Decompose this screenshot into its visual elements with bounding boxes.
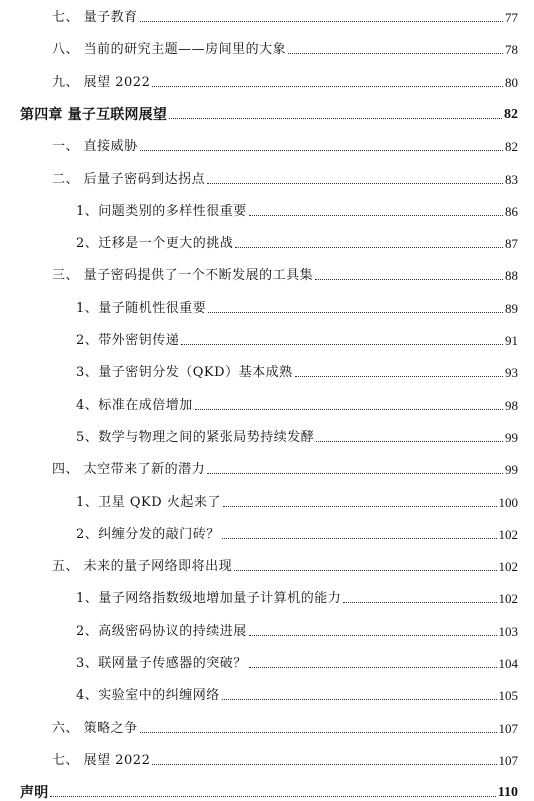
toc-page-number: 80	[505, 74, 518, 90]
toc-entry[interactable]	[0, 715, 534, 737]
toc-page-number: 77	[505, 10, 518, 25]
toc-entry-title: 2、带外密钥传递	[76, 333, 180, 348]
dot-leader	[208, 312, 503, 313]
toc-entry[interactable]	[0, 198, 534, 220]
dot-leader	[195, 409, 503, 410]
toc-entry-title: 七、 展望 2022	[52, 752, 151, 768]
toc-entry-title: 1、量子网络指数级地增加量子计算机的能力	[76, 591, 342, 607]
toc-entry[interactable]	[0, 327, 534, 349]
toc-entry[interactable]	[0, 262, 534, 284]
toc-entry[interactable]	[0, 359, 534, 381]
toc-entry-title: 九、 展望 2022	[52, 74, 151, 90]
toc-entry-title: 4、实验室中的纠缠网络	[76, 688, 220, 704]
toc-entry-title: 1、量子随机性很重要	[76, 300, 207, 316]
dot-leader	[181, 344, 503, 345]
toc-entry[interactable]	[0, 392, 534, 414]
toc-entry-title: 七、 量子教育	[52, 10, 138, 25]
dot-leader	[235, 247, 503, 248]
toc-entry-title: 一、 直接威胁	[52, 139, 138, 155]
toc-entry[interactable]	[0, 295, 534, 317]
toc-entry[interactable]	[0, 69, 534, 91]
toc-entry[interactable]	[0, 133, 534, 155]
toc-page-number: 102	[498, 526, 518, 542]
dot-leader	[288, 53, 503, 54]
toc-entry-title: 二、 后量子密码到达拐点	[52, 171, 206, 187]
toc-entry-title: 2、迁移是一个更大的挑战	[76, 236, 234, 252]
toc-entry-title: 三、 量子密码提供了一个不断发展的工具集	[52, 268, 314, 284]
toc-page-number: 102	[498, 559, 518, 575]
dot-leader	[315, 279, 503, 280]
toc-page-number: 104	[498, 656, 518, 671]
dot-leader	[140, 732, 497, 733]
toc-entry-title: 2、纠缠分发的敲门砖？	[76, 526, 220, 542]
dot-leader	[207, 183, 503, 184]
toc-page-number: 102	[498, 591, 518, 607]
toc-page-number: 83	[505, 171, 518, 187]
dot-leader	[249, 635, 497, 636]
toc-page-number: 103	[498, 623, 518, 639]
dot-leader	[207, 473, 503, 474]
toc-page-number: 107	[498, 720, 518, 736]
dot-leader	[295, 376, 503, 377]
dot-leader	[234, 570, 496, 571]
toc-entry[interactable]	[0, 553, 534, 575]
toc-page-number: 91	[505, 333, 518, 348]
toc-page-number: 98	[505, 397, 518, 413]
toc-page-number: 99	[505, 429, 518, 445]
toc-entry[interactable]	[0, 4, 534, 26]
dot-leader	[140, 150, 503, 151]
toc-page-number: 87	[505, 236, 518, 252]
toc-entry[interactable]	[0, 166, 534, 188]
toc-entry[interactable]	[0, 618, 534, 640]
toc-entry[interactable]	[0, 585, 534, 607]
toc-entry-title: 第四章 量子互联网展望	[20, 106, 168, 123]
dot-leader	[249, 215, 503, 216]
toc-entry-title: 1、问题类别的多样性很重要	[76, 203, 247, 219]
toc-entry[interactable]	[0, 650, 534, 672]
toc-chapter-entry[interactable]	[0, 101, 534, 123]
toc-entry-title: 4、标准在成倍增加	[76, 397, 193, 413]
toc-entry-title: 3、量子密钥分发（QKD）基本成熟	[76, 365, 293, 381]
dot-leader	[140, 21, 503, 22]
toc-entry-title: 3、联网量子传感器的突破？	[76, 656, 247, 671]
toc-chapter-entry[interactable]	[0, 779, 534, 801]
dot-leader	[343, 602, 496, 603]
toc-entry[interactable]	[0, 489, 534, 511]
dot-leader	[50, 796, 495, 797]
toc-entry-title: 声明	[20, 785, 49, 801]
dot-leader	[223, 506, 497, 507]
toc-entry[interactable]	[0, 521, 534, 543]
toc-page-number: 93	[505, 365, 518, 381]
toc-entry-title: 2、高级密码协议的持续进展	[76, 623, 247, 639]
toc-entry-title: 五、 未来的量子网络即将出现	[52, 559, 233, 575]
dot-leader	[222, 699, 497, 700]
dot-leader	[169, 118, 502, 119]
toc-page-number: 88	[505, 268, 518, 284]
toc-entry[interactable]	[0, 456, 534, 478]
toc-entry[interactable]	[0, 424, 534, 446]
toc-page-number: 105	[498, 688, 518, 704]
toc-entry[interactable]	[0, 36, 534, 58]
dot-leader	[152, 86, 503, 87]
toc-entry-title: 四、 太空带来了新的潜力	[52, 462, 206, 478]
dot-leader	[152, 764, 496, 765]
toc-page-number: 99	[505, 462, 518, 478]
toc-page-number: 89	[505, 300, 518, 316]
dot-leader	[222, 538, 497, 539]
dot-leader	[249, 667, 497, 668]
toc-page-number: 110	[497, 785, 518, 801]
toc-page-number: 82	[504, 106, 518, 122]
toc-page-number: 86	[505, 203, 518, 219]
toc-entry-title: 5、数学与物理之间的紧张局势持续发酵	[76, 429, 315, 445]
toc-entry-title: 六、 策略之争	[52, 720, 138, 736]
toc-page-number: 78	[505, 42, 518, 58]
toc-entry-title: 八、 当前的研究主题——房间里的大象	[52, 42, 287, 58]
dot-leader	[316, 441, 503, 442]
toc-entry[interactable]	[0, 682, 534, 704]
toc-page-number: 100	[498, 494, 518, 510]
toc-page-number: 107	[498, 752, 518, 768]
toc-entry[interactable]	[0, 747, 534, 769]
toc-entry[interactable]	[0, 230, 534, 252]
toc-entry-title: 1、卫星 QKD 火起来了	[76, 494, 221, 510]
toc-page-number: 82	[505, 139, 518, 155]
